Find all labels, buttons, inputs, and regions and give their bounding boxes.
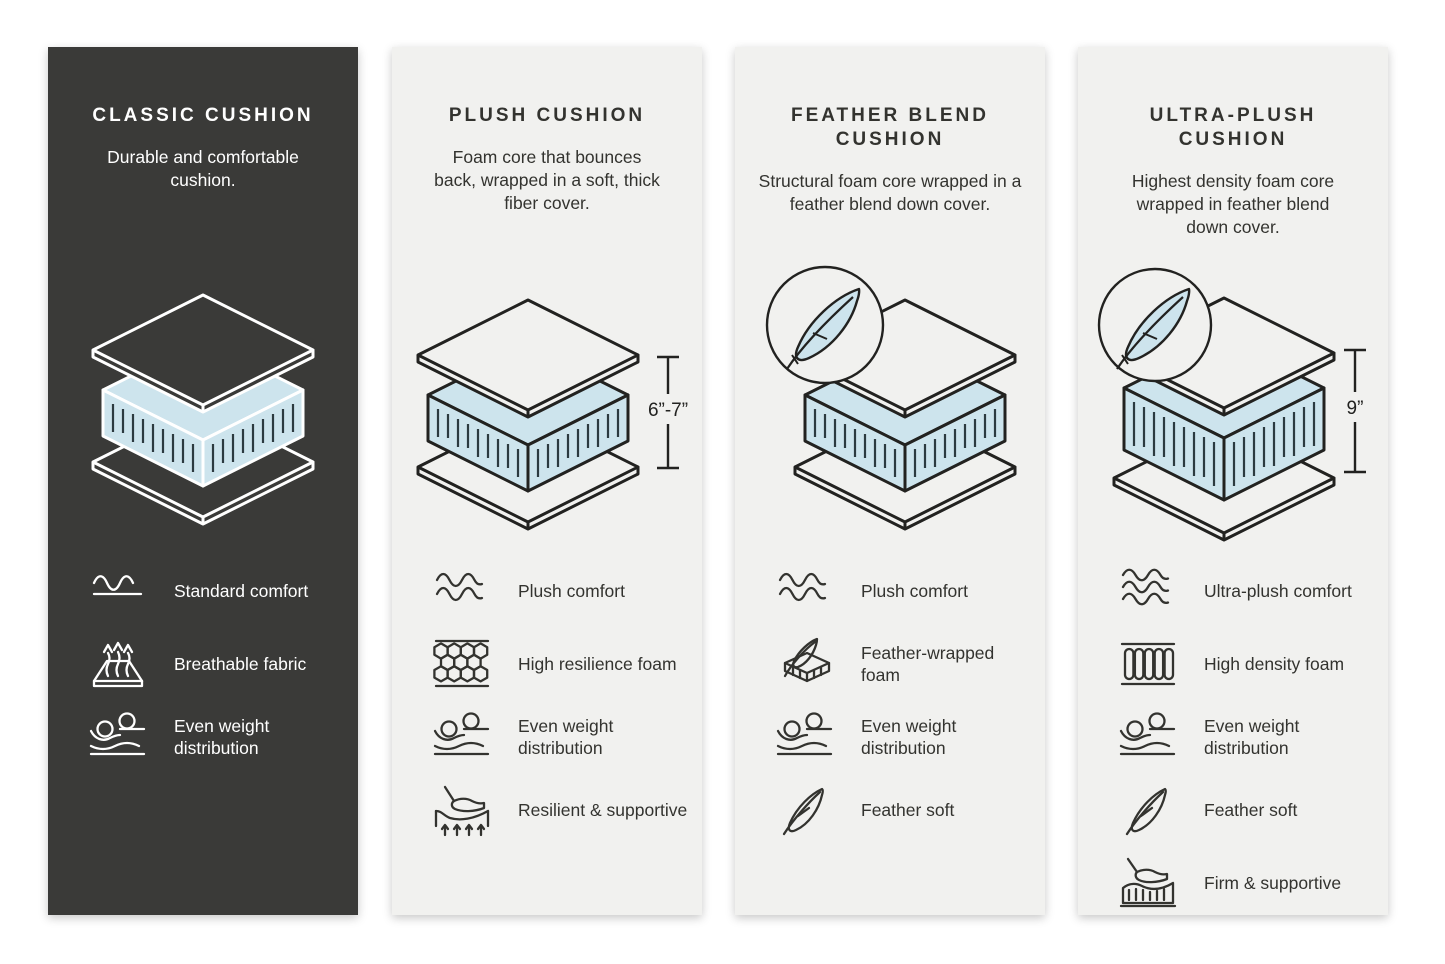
waves-double-icon: [430, 563, 494, 619]
column-ultra-plush-cushion: [1078, 47, 1388, 915]
measurement-label: 9”: [1346, 398, 1364, 419]
feature-label: High density foam: [1204, 653, 1345, 674]
feature-row: [430, 709, 688, 765]
feature-label: Plush comfort: [518, 580, 625, 601]
feature-row: [1116, 782, 1374, 838]
foot-coils-icon: [1116, 855, 1180, 911]
feature-label: Firm & supportive: [1204, 872, 1342, 893]
cushion-diagram-svg: [1068, 265, 1398, 595]
column-description: Durable and comfortable cushion.: [107, 146, 299, 191]
column-description: Highest density foam core wrapped in feather blend down cover.: [1131, 170, 1335, 238]
feature-row: [86, 563, 344, 619]
feature-row: [773, 782, 1031, 838]
weight-distribution-icon: [430, 709, 494, 765]
feature-row: [773, 563, 1031, 619]
feature-label: Plush comfort: [861, 580, 968, 601]
feature-label: Even weight distribution: [518, 715, 614, 758]
waves-triple-icon: [1116, 563, 1180, 619]
feature-label: Ultra-plush comfort: [1204, 580, 1352, 601]
foot-arrows-icon: [430, 782, 494, 838]
feature-row: [430, 782, 688, 838]
feature-row: [1116, 855, 1374, 911]
feature-list: [1116, 563, 1374, 911]
column-title: ULTRA-PLUSH CUSHION: [1149, 105, 1317, 150]
feature-row: [1116, 709, 1374, 765]
column-plush-cushion: [392, 47, 702, 915]
feature-row: [773, 636, 1031, 692]
feather-block-icon: [773, 636, 837, 692]
feature-row: [1116, 636, 1374, 692]
column-classic-cushion: [48, 47, 358, 915]
feather-icon: [1116, 782, 1180, 838]
feature-label: Feather soft: [861, 799, 955, 820]
feature-label: High resilience foam: [518, 653, 677, 674]
cushion-diagram-svg: [725, 265, 1055, 595]
feature-row: [430, 563, 688, 619]
feature-label: Feather soft: [1204, 799, 1298, 820]
waves-icon: [86, 563, 150, 619]
cushion-diagram: [1068, 265, 1398, 595]
feature-list: [773, 563, 1031, 838]
feature-label: Standard comfort: [174, 580, 309, 601]
feather-icon: [773, 782, 837, 838]
weight-distribution-icon: [86, 709, 150, 765]
honeycomb-foam-icon: [430, 636, 494, 692]
cushion-diagram: [725, 265, 1055, 595]
feature-row: [86, 636, 344, 692]
feature-row: [430, 636, 688, 692]
feature-row: [773, 709, 1031, 765]
feature-row: [86, 709, 344, 765]
feature-label: Even weight distribution: [861, 715, 957, 758]
column-description: Foam core that bounces back, wrapped in a soft, thick fiber cover.: [434, 146, 660, 214]
feature-label: Feather-wrapped foam: [861, 642, 995, 685]
feature-list: [430, 563, 688, 838]
column-title: PLUSH CUSHION: [448, 105, 646, 126]
feature-list: [86, 563, 344, 765]
column-title: CLASSIC CUSHION: [92, 105, 314, 126]
weight-distribution-icon: [1116, 709, 1180, 765]
feature-row: [1116, 563, 1374, 619]
column-title: FEATHER BLEND CUSHION: [790, 105, 990, 150]
measurement-label: 6”-7”: [647, 400, 689, 421]
column-feather-blend-cushion: [735, 47, 1045, 915]
column-description: Structural foam core wrapped in a feather blend down cover.: [758, 170, 1022, 214]
feature-label: Breathable fabric: [174, 653, 307, 674]
feature-label: Even weight distribution: [174, 715, 270, 758]
feature-label: Even weight distribution: [1204, 715, 1300, 758]
waves-double-icon: [773, 563, 837, 619]
breathable-icon: [86, 636, 150, 692]
weight-distribution-icon: [773, 709, 837, 765]
feature-label: Resilient & supportive: [518, 799, 688, 820]
capsule-foam-icon: [1116, 636, 1180, 692]
